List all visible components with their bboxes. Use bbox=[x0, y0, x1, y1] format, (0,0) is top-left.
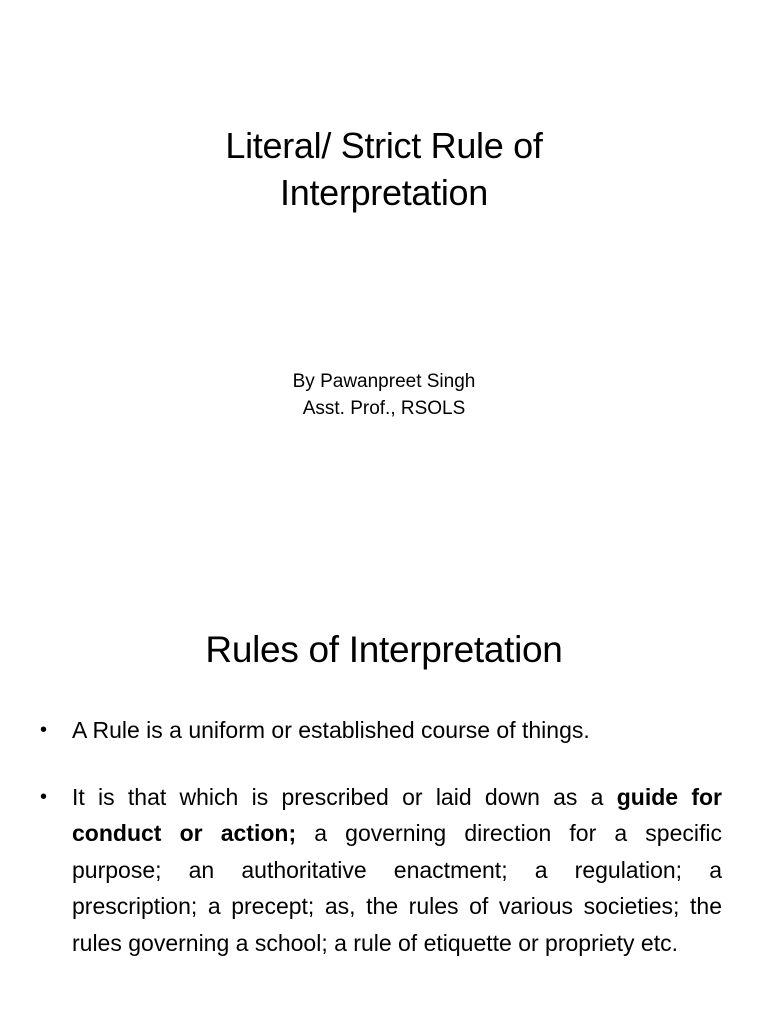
author-block bbox=[64, 368, 704, 422]
bullet-text-lead: It is that which is prescribed or laid down as a bbox=[72, 783, 617, 810]
bullet-text: A Rule is a uniform or established course of things. bbox=[72, 717, 590, 743]
slide-heading: Rules of Interpretation bbox=[205, 629, 563, 670]
slide-title-heading bbox=[64, 122, 704, 216]
slide-rules bbox=[0, 576, 768, 1024]
bullet-icon: • bbox=[40, 785, 48, 808]
author-position: Asst. Prof., RSOLS bbox=[302, 398, 466, 419]
bullet-icon: • bbox=[40, 719, 48, 741]
title-line-2: Interpretation bbox=[280, 172, 488, 213]
author-name: By Pawanpreet Singh bbox=[292, 371, 476, 392]
title-line-1: Literal/ Strict Rule of bbox=[225, 125, 543, 166]
bullet-list bbox=[40, 712, 722, 961]
bullet-item-2 bbox=[40, 779, 722, 962]
bullet-text-emphasis: guide for conduct or action; bbox=[72, 783, 722, 846]
bullet-text-rest: a governing direction for a specific purpose; an authoritative enactment; a regulation; a prescription; a precept; as, the rules of various societies; the rules governing a school; a rule of etiquette or propriety etc. bbox=[72, 820, 722, 956]
bullet-item-1 bbox=[40, 712, 722, 749]
